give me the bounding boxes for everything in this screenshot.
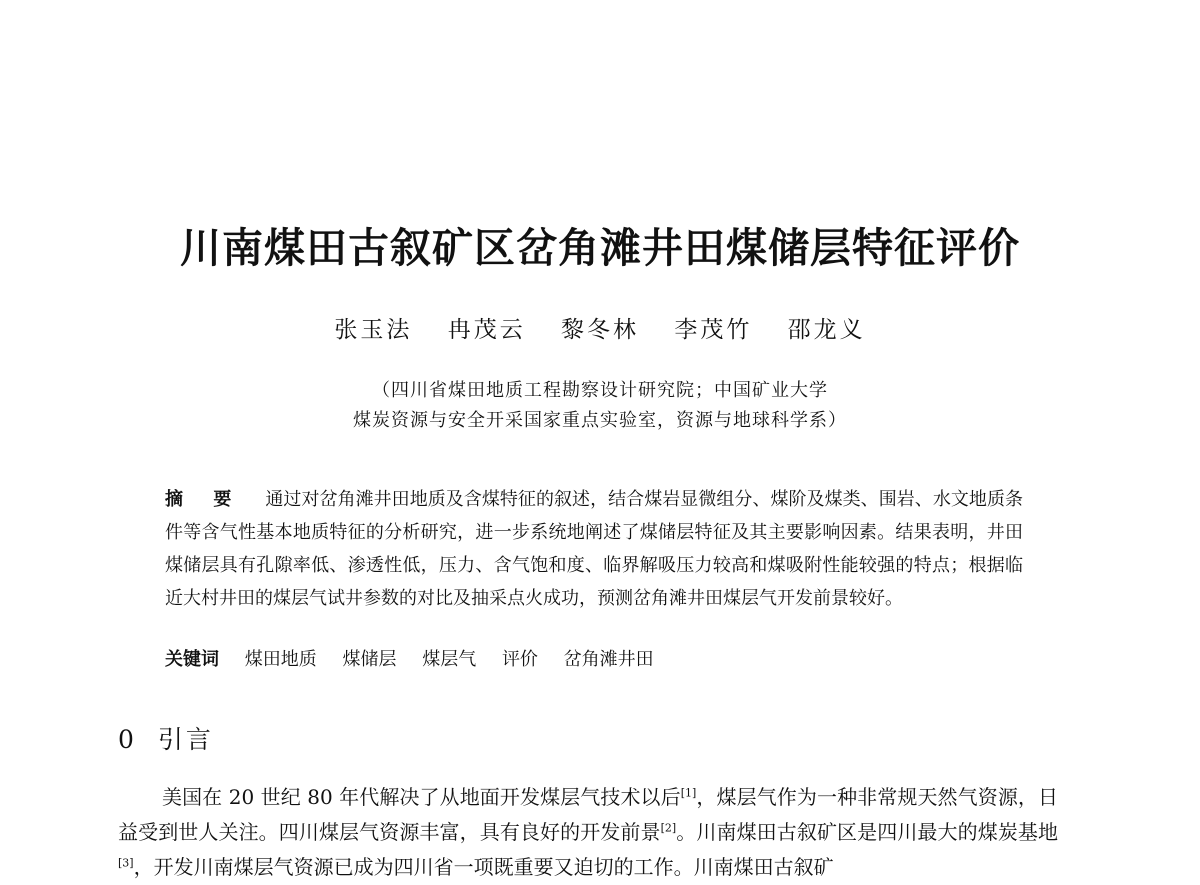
abstract-label: 摘 要: [165, 489, 244, 510]
keyword: 煤层气: [422, 649, 477, 670]
author-name: 张玉法: [334, 317, 413, 343]
affiliation-line: 煤炭资源与安全开采国家重点实验室，资源与地球科学系）: [353, 410, 847, 431]
author-list: [0, 312, 1200, 348]
affiliation-line: （四川省煤田地质工程勘察设计研究院；中国矿业大学: [372, 380, 828, 401]
section-number: 0: [118, 725, 134, 754]
author-name: 黎冬林: [561, 317, 639, 343]
keyword: 煤田地质: [244, 649, 317, 670]
paragraph: [118, 780, 1058, 885]
author-name: 李茂竹: [674, 317, 753, 343]
keyword: 煤储层: [342, 649, 397, 670]
section-title: 引言: [157, 725, 214, 754]
abstract-text: 通过对岔角滩井田地质及含煤特征的叙述，结合煤岩显微组分、煤阶及煤类、围岩、水文地质条件等含气性基本地质特征的分析研究，进一步系统地阐述了煤储层特征及其主要影响因素。结果表明，井田煤储层具有孔隙率低、渗透性低，压力、含气饱和度、临界解吸压力较高和煤吸附性能较强的特点；根据临近大村井田的煤层气试井参数的对比及抽采点火成功，预测岔角滩井田煤层气开发前景较好。: [165, 489, 1023, 609]
keyword: 岔角滩井田: [563, 649, 654, 670]
text-run: ，开发川南煤层气资源已成为四川省一项既重要又迫切的工作。川南煤田古叙矿: [133, 855, 834, 879]
citation: [3]: [118, 856, 134, 870]
keywords-label: 关键词: [165, 649, 219, 670]
paper-title: 川南煤田古叙矿区岔角滩井田煤储层特征评价: [180, 224, 1020, 272]
affiliation: [0, 376, 1200, 436]
author-name: 冉茂云: [447, 317, 526, 343]
keyword: 评价: [501, 649, 538, 670]
text-run: ，煤层气作为一种非常规天然气资源，日益受到世人关注。四川煤层气资源丰富，具有良好的开发前景: [118, 785, 1059, 844]
keywords: [165, 645, 1023, 675]
citation: [2]: [660, 821, 677, 835]
author-name: 邵龙义: [787, 317, 866, 343]
text-run: 美国在 20 世纪 80 年代解决了从地面开发煤层气技术以后: [162, 785, 681, 809]
text-run: 。川南煤田古叙矿区是四川最大的煤炭基地: [676, 820, 1059, 844]
abstract: [165, 483, 1023, 615]
citation: [1]: [680, 786, 697, 800]
body-text: [118, 780, 1058, 885]
section-heading: [118, 722, 214, 758]
